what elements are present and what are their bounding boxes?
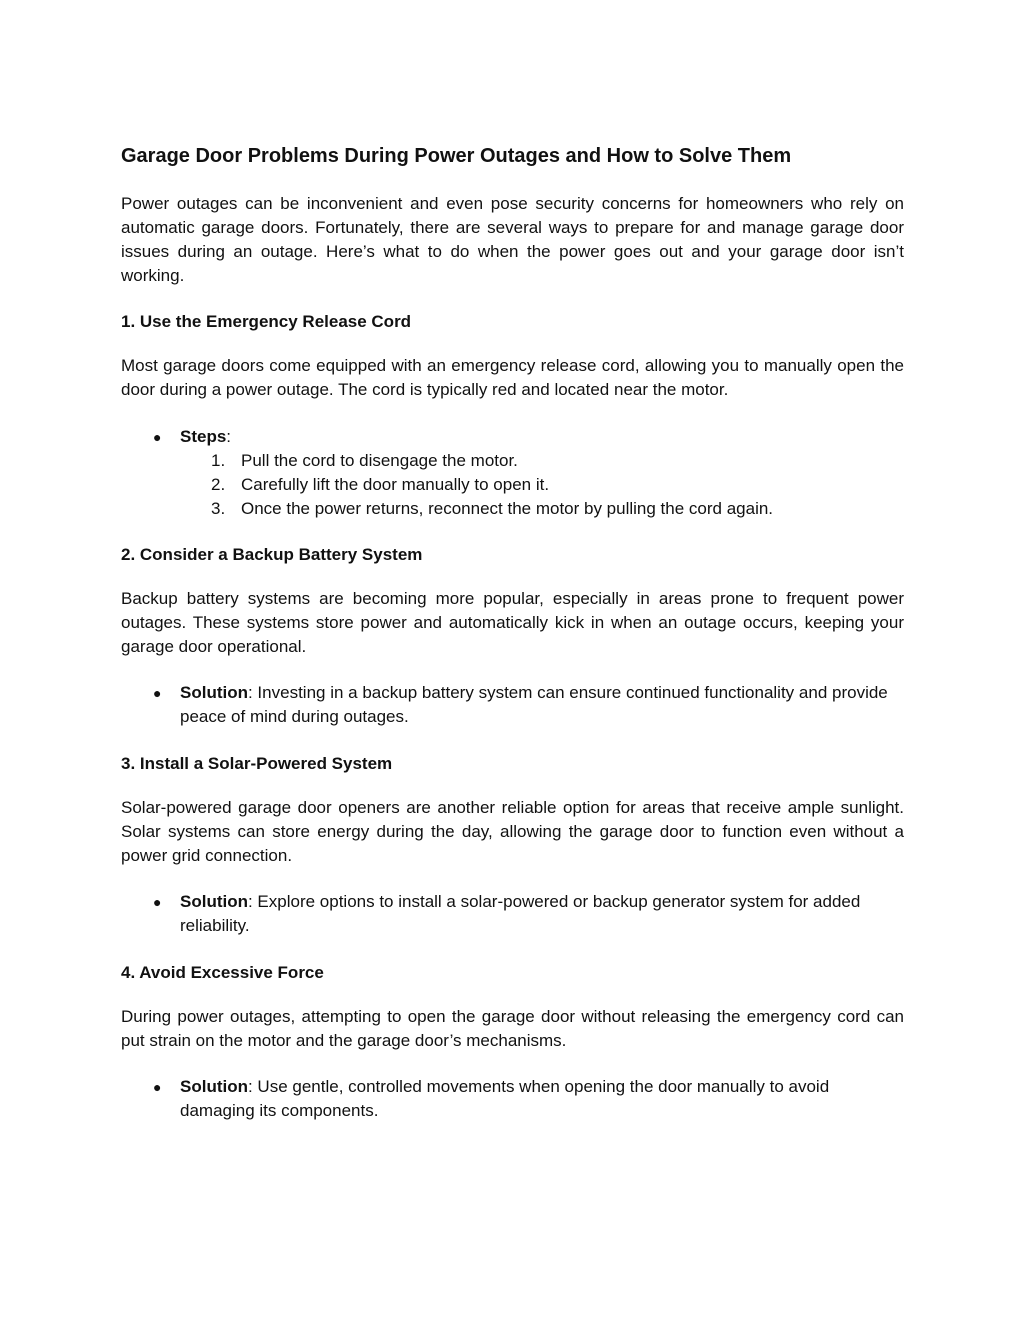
step-item	[121, 497, 904, 521]
step-number: 2.	[211, 475, 226, 494]
spacer	[121, 776, 904, 796]
intro-paragraph: Power outages can be inconvenient and even pose security concerns for homeowners who rely on automatic garage doors. Fortunately, there are several ways to prepare for and manage garage door issues during an outage. Here’s what to do when the power goes out and your garage door isn’t working.	[121, 194, 904, 285]
bullet-label: Solution	[180, 683, 248, 702]
spacer	[121, 334, 904, 354]
steps-list	[121, 449, 904, 521]
section-body-avoid-force: During power outages, attempting to open the garage door without releasing the emergency cord can put strain on the motor and the garage door’s mechanisms.	[121, 1007, 904, 1050]
section-heading-solar-powered: 3. Install a Solar-Powered System	[121, 754, 393, 773]
section-heading-emergency-release: 1. Use the Emergency Release Cord	[121, 312, 412, 331]
bullet-icon: ●	[153, 429, 162, 445]
document-title: Garage Door Problems During Power Outages and How to Solve Them	[121, 145, 792, 167]
section-body-emergency-release: Most garage doors come equipped with an emergency release cord, allowing you to manually open the door during a power outage. The cord is typically red and located near the motor.	[121, 356, 904, 399]
section-heading-avoid-force: 4. Avoid Excessive Force	[121, 963, 324, 982]
bullet-icon: ●	[153, 685, 162, 701]
document-page	[121, 140, 904, 1123]
spacer	[121, 567, 904, 587]
bullet-text: :	[226, 427, 232, 446]
bullet-text: : Use gentle, controlled movements when opening the door manually to avoid damaging its components.	[180, 1077, 830, 1120]
list-item	[121, 425, 904, 449]
bullet-list	[121, 681, 904, 729]
step-number: 1.	[211, 451, 226, 470]
step-text: Carefully lift the door manually to open it.	[241, 475, 550, 494]
bullet-list	[121, 890, 904, 938]
spacer	[121, 985, 904, 1005]
list-item	[121, 890, 904, 938]
bullet-list	[121, 425, 904, 449]
step-text: Once the power returns, reconnect the motor by pulling the cord again.	[241, 499, 774, 518]
bullet-label: Steps	[180, 427, 227, 446]
bullet-icon: ●	[153, 1079, 162, 1095]
spacer	[121, 521, 904, 543]
spacer	[121, 288, 904, 310]
spacer	[121, 402, 904, 425]
section-heading-backup-battery: 2. Consider a Backup Battery System	[121, 545, 423, 564]
spacer	[121, 729, 904, 752]
list-item	[121, 681, 904, 729]
spacer	[121, 938, 904, 961]
list-item	[121, 1075, 904, 1123]
section-body-solar-powered: Solar-powered garage door openers are another reliable option for areas that receive ample sunlight. Solar systems can store energy during the day, allowing the garage door to function even without a power grid connection.	[121, 798, 904, 865]
step-item	[121, 449, 904, 473]
section-body-backup-battery: Backup battery systems are becoming more popular, especially in areas prone to frequent power outages. These systems store power and automatically kick in when an outage occurs, keeping your garage door operational.	[121, 589, 904, 656]
bullet-text: : Investing in a backup battery system can ensure continued functionality and provide peace of mind during outages.	[180, 683, 888, 726]
step-item	[121, 473, 904, 497]
step-number: 3.	[211, 499, 226, 518]
bullet-icon: ●	[153, 894, 162, 910]
bullet-text: : Explore options to install a solar-powered or backup generator system for added reliability.	[180, 892, 861, 935]
spacer	[121, 868, 904, 890]
bullet-list	[121, 1075, 904, 1123]
step-text: Pull the cord to disengage the motor.	[241, 451, 518, 470]
bullet-label: Solution	[180, 1077, 248, 1096]
spacer	[121, 1053, 904, 1075]
bullet-label: Solution	[180, 892, 248, 911]
spacer	[121, 659, 904, 681]
